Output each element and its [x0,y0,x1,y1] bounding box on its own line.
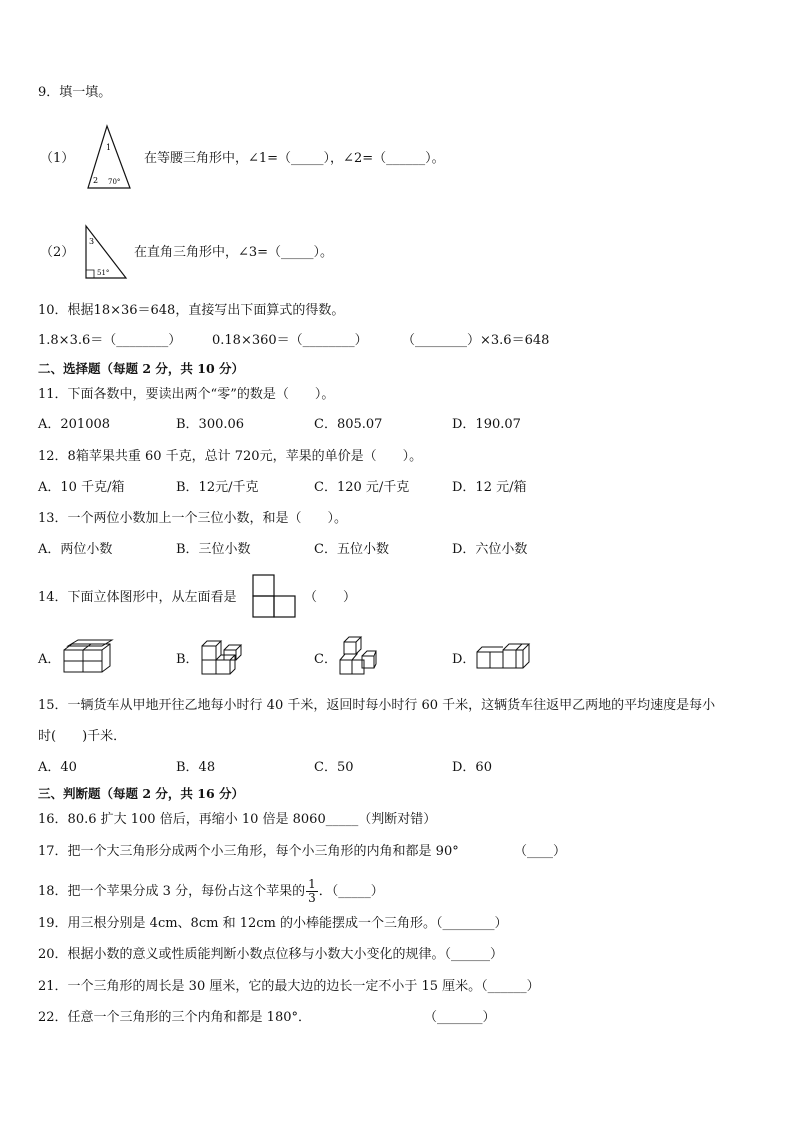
q14-option-a: A． [38,652,61,667]
q12-option-b: B．12元/千克 [176,480,259,495]
angle-2-label: 2 [93,176,99,185]
q19-stem: 19．用三根分别是 4cm、8cm 和 12cm 的小棒能摆成一个三角形。（________） [38,916,508,931]
q14-blank: （ ） [304,590,357,605]
q10-title: 10．根据18×36＝648，直接写出下面算式的得数。 [38,303,345,318]
q12-stem: 12．8箱苹果共重 60 千克，总计 720元，苹果的单价是（ ）。 [38,449,423,464]
q11-option-b: B．300.06 [176,417,245,432]
q15-option-a: A．40 [38,760,77,775]
q22-stem: 22．任意一个三角形的三个内角和都是 180°． [38,1010,311,1025]
q11-option-d: D．190.07 [452,417,521,432]
left-view-figure [252,574,298,620]
angle-3-label: 3 [89,237,95,246]
option-c-cubes-figure [336,634,378,678]
q12-option-c: C．120 元/千克 [314,480,410,495]
q11-stem: 11．下面各数中，要读出两个“零”的数是（ ）。 [38,387,335,402]
q12-option-d: D．12 元/箱 [452,480,527,495]
one-third-fraction [306,878,318,905]
q13-option-b: B．三位小数 [176,542,251,557]
q15-stem-line2: 时( )千米． [38,729,127,744]
isosceles-triangle-figure [84,124,134,192]
q9-part1-label: （1） [40,151,75,166]
q17-stem: 17．把一个大三角形分成两个小三角形，每个小三角形的内角和都是 90° [38,844,459,859]
right-triangle-figure [82,224,130,282]
q9-part2-label: （2） [40,245,75,260]
q14-stem: 14．下面立体图形中，从左面看是 [38,590,237,605]
q22-blank: （_______） [424,1010,496,1025]
q20-stem: 20．根据小数的意义或性质能判断小数点位移与小数大小变化的规律。（______） [38,947,504,962]
option-b-cubes-figure [198,636,244,678]
q13-option-c: C．五位小数 [314,542,389,557]
q14-option-b: B． [176,652,199,667]
q15-option-d: D．60 [452,760,492,775]
q9-part2-text: 在直角三角形中，∠3=（_____）。 [134,245,334,260]
option-d-cubes-figure [474,640,534,672]
q17-blank: （____） [514,844,567,859]
q9-part1-text: 在等腰三角形中，∠1=（_____），∠2=（______）。 [144,151,445,166]
section-2-heading: 二、选择题（每题 2 分，共 10 分） [38,361,245,376]
option-a-cubes-figure [62,638,118,674]
angle-70-label: 70° [108,178,121,186]
q13-option-a: A．两位小数 [38,542,113,557]
q12-option-a: A．10 千克/箱 [38,480,125,495]
q10-expr1: 1.8×3.6＝（________） [38,333,182,348]
q14-option-c: C． [314,652,337,667]
q16-stem: 16．80.6 扩大 100 倍后，再缩小 10 倍是 8060_____（判断对错） [38,812,437,827]
q15-option-b: B．48 [176,760,216,775]
fraction-numerator: 1 [308,877,316,891]
q15-option-c: C．50 [314,760,354,775]
angle-51-label: 51° [97,269,110,277]
q18-stem [38,878,384,905]
angle-1-label: 1 [106,143,112,152]
q15-stem-line1: 15．一辆货车从甲地开往乙地每小时行 40 千米，返回时每小时行 60 千米，这辆货车往返甲乙两地的平均速度是每小 [38,698,716,713]
q13-stem: 13．一个两位小数加上一个三位小数，和是（ ）。 [38,511,348,526]
q9-title: 9．填一填。 [38,85,112,100]
q18-stem-text: 18．把一个苹果分成 3 分，每份占这个苹果的 [38,884,306,899]
q18-blank: ．（_____） [318,884,384,899]
q14-option-d: D． [452,652,476,667]
fraction-denominator: 3 [308,891,316,905]
q11-option-a: A．201008 [38,417,111,432]
q13-option-d: D．六位小数 [452,542,528,557]
q21-stem: 21．一个三角形的周长是 30 厘米，它的最大边的边长一定不小于 15 厘米。（______） [38,979,540,994]
q11-option-c: C．805.07 [314,417,383,432]
q10-expr2: 0.18×360＝（________） [212,333,368,348]
section-3-heading: 三、判断题（每题 2 分，共 16 分） [38,786,245,801]
q10-expr3: （________）×3.6＝648 [402,333,550,348]
